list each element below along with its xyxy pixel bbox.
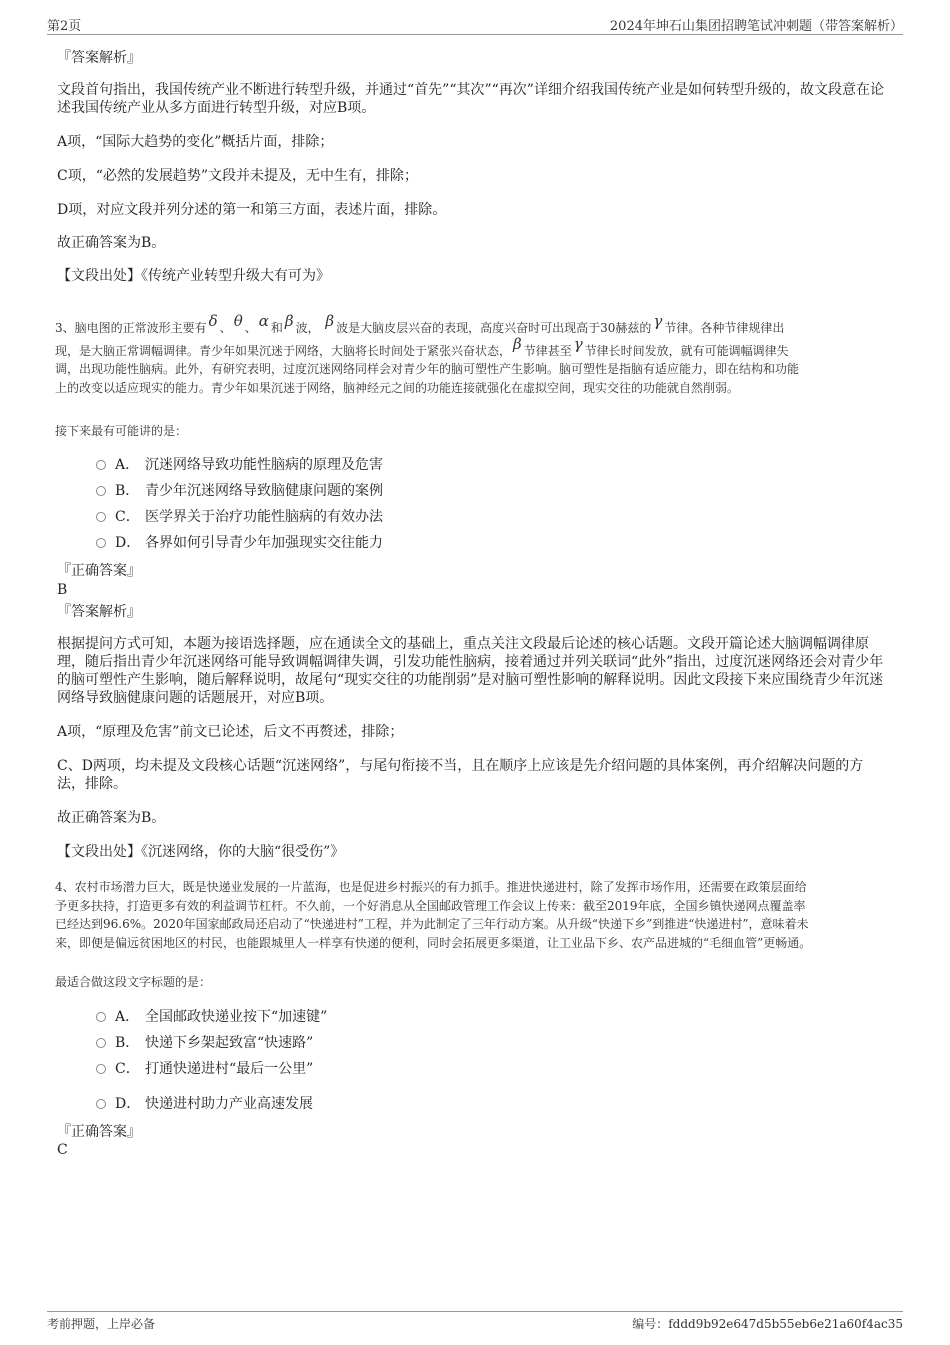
q3-correct-label: 『正确答案』: [57, 563, 141, 579]
q3-option-a-note: A项，“原理及危害”前文已论述，后文不再赘述，排除；: [57, 724, 404, 740]
page-footer: [47, 1311, 903, 1332]
q4-option-d[interactable]: D． 快递进村助力产业高速发展: [96, 1095, 313, 1113]
prev-option-c-note: C项，“必然的发展趋势”文段并未提及，无中生有，排除；: [57, 168, 419, 184]
q4-correct-answer: C: [57, 1142, 68, 1158]
q4-prompt: 最适合做这段文字标题的是：: [55, 975, 212, 989]
prev-option-a-note: A项，“国际大趋势的变化”概括片面，排除；: [57, 134, 334, 150]
q3-option-a[interactable]: A． 沉迷网络导致功能性脑病的原理及危害: [96, 456, 383, 474]
q4-stem: 4、农村市场潜力巨大，既是快递业发展的一片蓝海，也是促进乡村振兴的有力抓手。推进快递进村，除了发挥市场作用，还需要在政策层面给 予更多扶持，打造更多有效的利益调节杠杆。不久前，一个好消息从全国邮政管理工作会议上传来：截至2019年底，全国乡镇快递网点覆盖率 已经达到96.6%。2020年国家邮政局还启动了“快递进村”工程，并为此制定了三年行动方案。从升级“快递下乡”到推进“快递进村”，意味着未 来，即便是偏远贫困地区的村民，也能跟城里人一样享有快递的便利，同时会拓展更多渠道，让工业品下乡、农产品进城的“毛细血管”更畅通。: [55, 880, 812, 950]
q3-option-cd-note: C、D两项，均未提及文段核心话题“沉迷网络”，与尾句衔接不当，且在顺序上应该是先介绍问题的具体案例，再介绍解决问题的方法，排除。: [57, 758, 864, 792]
page-number: 第2页: [47, 19, 82, 34]
q3-option-d[interactable]: D． 各界如何引导青少年加强现实交往能力: [96, 534, 383, 552]
prev-analysis-paragraph: 文段首句指出，我国传统产业不断进行转型升级，并通过“首先”“其次”“再次”详细介绍我国传统产业是如何转型升级的，故文段意在论述我国传统产业从多方面进行转型升级，对应B项。: [57, 82, 884, 116]
beta-symbol: β: [325, 312, 335, 330]
q3-option-b[interactable]: B． 青少年沉迷网络导致脑健康问题的案例: [96, 482, 383, 500]
q3-conclusion: 故正确答案为B。: [57, 810, 166, 826]
prev-option-d-note: D项，对应文段并列分述的第一和第三方面，表述片面，排除。: [57, 202, 447, 218]
q3-analysis-paragraph: 根据提问方式可知，本题为接语选择题，应在通读全文的基础上，重点关注文段最后论述的核心话题。文段开篇论述大脑调幅调律原理，随后指出青少年沉迷网络可能导致调幅调律失调，引发功能性脑病，接着通过并列关联词“此外”指出，过度沉迷网络还会对青少年的脑可塑性产生影响，随后解释说明，故尾句“现实交往的功能削弱”是对脑可塑性影响的解释说明。因此文段接下来应围绕青少年沉迷网络导致脑健康问题的话题展开，对应B项。: [57, 636, 884, 706]
q3-stem: 3、脑电图的正常波形主要有 δ 、 θ 、 α 和 β 波， β 波是大脑皮层兴奋的表现，高度兴奋时可出现高于30赫兹的 γ 节律。各种节律规律出 现，是大脑正常调幅调律。青少年如果沉迷于网络，大脑将长时间处于紧张兴奋状态， β 节律甚至 γ 节律长时间发放，就有可能调幅调律失 调，出现功能性脑病。此外，有研究表明，过度沉迷网络同样会对青少年的脑可塑性产生影响。脑可塑性是指脑有适应能力，即在结构和功能 上的改变以适应现实的能力。青少年如果沉迷于网络，脑神经元之间的功能连接就强化在虚拟空间，现实交往的功能就自然削弱。: [55, 312, 800, 395]
radio-icon[interactable]: [96, 1012, 106, 1022]
page-header: [47, 14, 903, 35]
document-title: 2024年坤石山集团招聘笔试冲刺题（带答案解析）: [609, 19, 903, 34]
q4-option-c[interactable]: C． 打通快递进村“最后一公里”: [96, 1060, 313, 1078]
radio-icon[interactable]: [96, 1064, 106, 1074]
q4-correct-label: 『正确答案』: [57, 1124, 141, 1140]
gamma-symbol: γ: [573, 334, 583, 353]
radio-icon[interactable]: [96, 1038, 106, 1048]
document-code: 编号：fddd9b92e647d5b55eb6e21a60f4ac35: [632, 1317, 903, 1331]
q3-option-c[interactable]: C． 医学界关于治疗功能性脑病的有效办法: [96, 508, 383, 526]
q3-correct-answer: B: [57, 582, 68, 598]
prev-source: 【文段出处】《传统产业转型升级大有可为》: [57, 268, 330, 284]
radio-icon[interactable]: [96, 512, 106, 522]
q3-analysis-label: 『答案解析』: [57, 604, 141, 620]
radio-icon[interactable]: [96, 460, 106, 470]
prev-analysis-label: 『答案解析』: [57, 50, 141, 66]
theta-symbol: θ: [233, 312, 243, 330]
beta-symbol: β: [513, 334, 522, 353]
q4-option-a[interactable]: A． 全国邮政快递业按下“加速键”: [96, 1008, 327, 1026]
q3-prompt: 接下来最有可能讲的是：: [55, 424, 188, 438]
q3-source: 【文段出处】《沉迷网络，你的大脑“很受伤”》: [57, 844, 345, 860]
prev-conclusion: 故正确答案为B。: [57, 235, 166, 251]
gamma-symbol: γ: [653, 312, 663, 330]
radio-icon[interactable]: [96, 486, 106, 496]
beta-symbol: β: [284, 312, 294, 330]
alpha-symbol: α: [258, 312, 269, 330]
footer-slogan: 考前押题，上岸必备: [47, 1317, 156, 1331]
radio-icon[interactable]: [96, 538, 106, 548]
radio-icon[interactable]: [96, 1099, 106, 1109]
q4-option-b[interactable]: B． 快递下乡架起致富“快速路”: [96, 1034, 313, 1052]
delta-symbol: δ: [208, 312, 218, 330]
